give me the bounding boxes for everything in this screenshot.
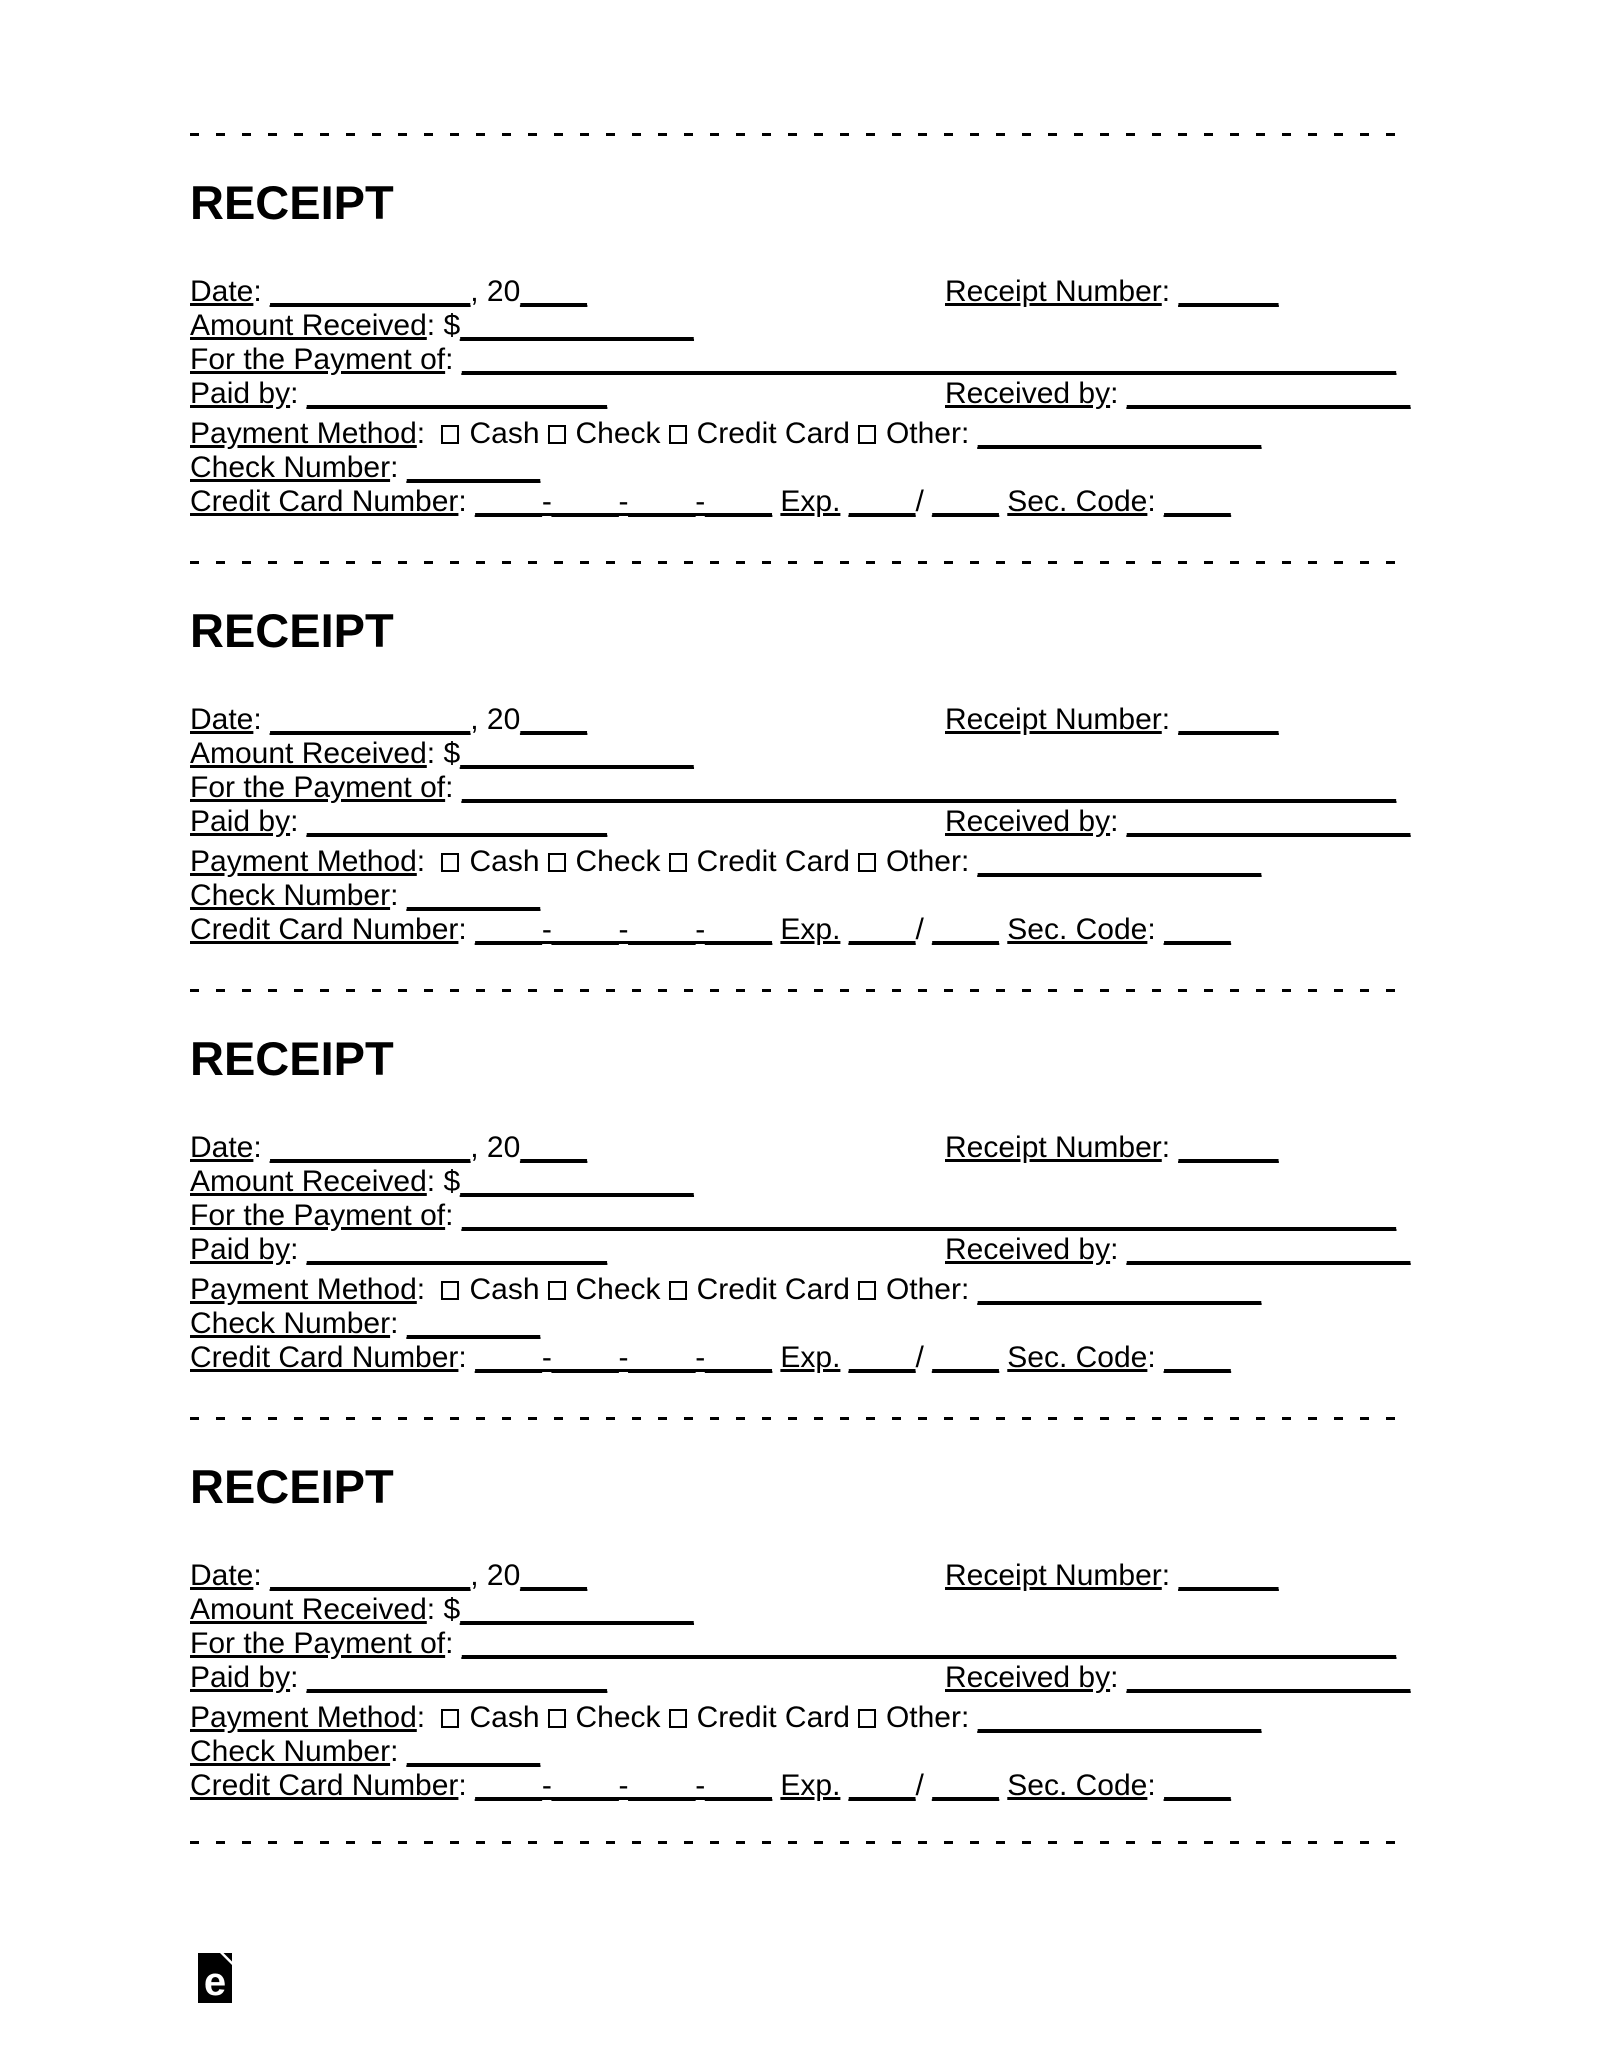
sec-code-label: Sec. Code (1007, 913, 1148, 946)
colon: : (426, 1593, 444, 1626)
credit-card-number-label: Credit Card Number (190, 1341, 459, 1374)
colon: : (1161, 1131, 1179, 1164)
credit-card-option-label: Credit Card (696, 845, 850, 878)
receipt-fields (190, 1131, 1430, 1375)
receipt-number-blank-line: ______ (1178, 1559, 1279, 1592)
received-by-label: Received by (945, 1661, 1111, 1694)
receipt-fields (190, 275, 1430, 519)
credit-card-checkbox-icon (669, 1281, 687, 1300)
credit-card-checkbox-icon (669, 853, 687, 872)
check-number-blank-line: ________ (406, 451, 541, 484)
colon: : (1161, 1559, 1179, 1592)
date-year-prefix: , 20 (470, 1559, 521, 1592)
received-by-blank-line: _________________ (1126, 1661, 1411, 1694)
colon: : (445, 771, 462, 804)
credit-card-option-label: Credit Card (696, 1273, 850, 1306)
colon: : (458, 1341, 476, 1374)
payment-of-label: For the Payment of (190, 1199, 446, 1232)
colon: : (1110, 805, 1127, 838)
space (840, 1769, 848, 1802)
date-year-prefix: , 20 (470, 1131, 521, 1164)
credit-card-blank-line: ____-____-____-____ (475, 1769, 773, 1802)
date-row (190, 703, 1430, 737)
colon: : (390, 1307, 407, 1340)
exp-slash: / (915, 1769, 924, 1802)
amount-received-label: Amount Received (190, 309, 427, 342)
payment-of-blank-line: ________________________________________________________ (461, 343, 1397, 376)
other-blank-line: _________________ (977, 417, 1262, 450)
exp-year-blank-line: ____ (932, 1769, 999, 1802)
colon: : (290, 1233, 307, 1266)
payment-method-label: Payment Method (190, 1701, 417, 1734)
payment-method-label: Payment Method (190, 845, 417, 878)
check-number-row (190, 451, 1430, 485)
colon: : (390, 451, 407, 484)
sec-code-blank-line: ____ (1164, 913, 1231, 946)
other-checkbox-icon (858, 1709, 876, 1728)
paid-by-row (190, 1661, 1430, 1695)
cash-option-label: Cash (469, 845, 540, 878)
paid-by-row (190, 1233, 1430, 1267)
receipt-section (190, 1459, 1430, 1803)
receipt-number-label: Receipt Number (945, 275, 1162, 308)
colon: : (253, 1131, 271, 1164)
date-row (190, 1131, 1430, 1165)
amount-received-label: Amount Received (190, 1593, 427, 1626)
cash-checkbox-icon (441, 853, 459, 872)
space (924, 1769, 932, 1802)
dashed-divider (190, 133, 1395, 136)
date-year-prefix: , 20 (470, 275, 521, 308)
date-label: Date (190, 703, 254, 736)
check-number-label: Check Number (190, 879, 391, 912)
check-number-label: Check Number (190, 1735, 391, 1768)
date-row (190, 1559, 1430, 1593)
credit-card-number-label: Credit Card Number (190, 913, 459, 946)
check-number-row (190, 1735, 1430, 1769)
payment-method-row (190, 1701, 1430, 1735)
colon: : (1147, 1769, 1165, 1802)
amount-received-row (190, 1165, 1430, 1199)
date-year-blank-line: ____ (520, 1131, 588, 1164)
exp-month-blank-line: ____ (848, 485, 916, 518)
credit-card-number-label: Credit Card Number (190, 485, 459, 518)
exp-label: Exp. (780, 1341, 841, 1374)
colon: : (390, 879, 407, 912)
cash-option-label: Cash (469, 417, 540, 450)
payment-method-row (190, 845, 1430, 879)
space (924, 913, 932, 946)
date-blank-line: ____________ (270, 703, 471, 736)
receipt-number-label: Receipt Number (945, 1131, 1162, 1164)
check-number-blank-line: ________ (406, 1735, 541, 1768)
colon: : (426, 309, 444, 342)
exp-year-blank-line: ____ (932, 485, 999, 518)
receipt-section (190, 175, 1430, 519)
credit-card-blank-line: ____-____-____-____ (475, 1341, 773, 1374)
date-year-blank-line: ____ (520, 1559, 588, 1592)
sec-code-label: Sec. Code (1007, 485, 1148, 518)
payment-of-row (190, 1199, 1430, 1233)
received-by-blank-line: _________________ (1126, 805, 1411, 838)
receipt-title: RECEIPT (190, 604, 394, 657)
cash-checkbox-icon (441, 1281, 459, 1300)
amount-blank-line: ______________ (460, 737, 694, 770)
receipt-section (190, 603, 1430, 947)
colon: : (253, 275, 271, 308)
colon: : (416, 1701, 434, 1734)
paid-by-blank-line: __________________ (306, 1233, 608, 1266)
payment-of-label: For the Payment of (190, 771, 446, 804)
payment-of-blank-line: ________________________________________________________ (461, 1627, 1397, 1660)
colon: : (960, 1701, 978, 1734)
space (840, 485, 848, 518)
payment-of-blank-line: ________________________________________________________ (461, 1199, 1397, 1232)
receipt-title: RECEIPT (190, 1460, 394, 1513)
receipt-number-label: Receipt Number (945, 1559, 1162, 1592)
dashed-divider (190, 1417, 1395, 1420)
payment-of-label: For the Payment of (190, 343, 446, 376)
other-blank-line: _________________ (977, 1701, 1262, 1734)
exp-slash: / (915, 485, 924, 518)
colon: : (1110, 1233, 1127, 1266)
exp-label: Exp. (780, 1769, 841, 1802)
date-blank-line: ____________ (270, 1131, 471, 1164)
receipt-number-blank-line: ______ (1178, 703, 1279, 736)
sec-code-label: Sec. Code (1007, 1341, 1148, 1374)
payment-method-row (190, 417, 1430, 451)
colon: : (1147, 1341, 1165, 1374)
colon: : (253, 703, 271, 736)
space (924, 1341, 932, 1374)
credit-card-row (190, 485, 1430, 519)
colon: : (416, 1273, 434, 1306)
cash-checkbox-icon (441, 1709, 459, 1728)
exp-slash: / (915, 1341, 924, 1374)
other-option-label: Other (885, 1701, 961, 1734)
dashed-divider (190, 561, 1395, 564)
paid-by-blank-line: __________________ (306, 377, 608, 410)
other-option-label: Other (885, 1273, 961, 1306)
paid-by-label: Paid by (190, 1233, 291, 1266)
receipt-number-label: Receipt Number (945, 703, 1162, 736)
receipt-section (190, 1031, 1430, 1375)
exp-year-blank-line: ____ (932, 913, 999, 946)
paid-by-row (190, 805, 1430, 839)
payment-method-label: Payment Method (190, 1273, 417, 1306)
colon: : (290, 805, 307, 838)
colon: : (1147, 913, 1165, 946)
check-option-label: Check (575, 417, 661, 450)
paid-by-blank-line: __________________ (306, 805, 608, 838)
amount-received-row (190, 737, 1430, 771)
cash-checkbox-icon (441, 425, 459, 444)
check-option-label: Check (575, 1273, 661, 1306)
payment-of-row (190, 771, 1430, 805)
colon: : (445, 343, 462, 376)
other-checkbox-icon (858, 853, 876, 872)
cash-option-label: Cash (469, 1273, 540, 1306)
amount-blank-line: ______________ (460, 1165, 694, 1198)
dollar-sign: $ (443, 737, 461, 770)
credit-card-checkbox-icon (669, 425, 687, 444)
check-number-row (190, 1307, 1430, 1341)
received-by-label: Received by (945, 1233, 1111, 1266)
eforms-logo-icon (198, 1953, 234, 2011)
received-by-blank-line: _________________ (1126, 377, 1411, 410)
colon: : (416, 417, 434, 450)
credit-card-row (190, 1341, 1430, 1375)
sec-code-blank-line: ____ (1164, 1341, 1231, 1374)
receipt-title: RECEIPT (190, 1032, 394, 1085)
date-label: Date (190, 275, 254, 308)
space (924, 485, 932, 518)
colon: : (290, 377, 307, 410)
amount-received-row (190, 1593, 1430, 1627)
date-blank-line: ____________ (270, 1559, 471, 1592)
exp-month-blank-line: ____ (848, 1769, 916, 1802)
colon: : (960, 1273, 978, 1306)
credit-card-number-label: Credit Card Number (190, 1769, 459, 1802)
check-number-row (190, 879, 1430, 913)
colon: : (290, 1661, 307, 1694)
amount-received-label: Amount Received (190, 737, 427, 770)
dashed-divider (190, 1841, 1395, 1844)
logo-letter: e (203, 1960, 227, 2003)
receipt-fields (190, 703, 1430, 947)
colon: : (1161, 275, 1179, 308)
check-number-blank-line: ________ (406, 879, 541, 912)
receipt-fields (190, 1559, 1430, 1803)
colon: : (426, 737, 444, 770)
date-year-prefix: , 20 (470, 703, 521, 736)
other-checkbox-icon (858, 1281, 876, 1300)
check-checkbox-icon (548, 425, 566, 444)
amount-blank-line: ______________ (460, 309, 694, 342)
colon: : (458, 1769, 476, 1802)
check-option-label: Check (575, 1701, 661, 1734)
date-label: Date (190, 1559, 254, 1592)
received-by-label: Received by (945, 377, 1111, 410)
payment-of-blank-line: ________________________________________________________ (461, 771, 1397, 804)
cash-option-label: Cash (469, 1701, 540, 1734)
exp-month-blank-line: ____ (848, 1341, 916, 1374)
payment-method-label: Payment Method (190, 417, 417, 450)
paid-by-label: Paid by (190, 1661, 291, 1694)
payment-of-row (190, 1627, 1430, 1661)
credit-card-row (190, 913, 1430, 947)
space (840, 1341, 848, 1374)
other-blank-line: _________________ (977, 845, 1262, 878)
receipt-number-blank-line: ______ (1178, 1131, 1279, 1164)
sec-code-label: Sec. Code (1007, 1769, 1148, 1802)
received-by-label: Received by (945, 805, 1111, 838)
payment-of-row (190, 343, 1430, 377)
check-option-label: Check (575, 845, 661, 878)
dashed-divider (190, 989, 1395, 992)
credit-card-blank-line: ____-____-____-____ (475, 913, 773, 946)
date-blank-line: ____________ (270, 275, 471, 308)
credit-card-checkbox-icon (669, 1709, 687, 1728)
colon: : (253, 1559, 271, 1592)
check-number-label: Check Number (190, 1307, 391, 1340)
date-row (190, 275, 1430, 309)
dollar-sign: $ (443, 309, 461, 342)
amount-blank-line: ______________ (460, 1593, 694, 1626)
paid-by-label: Paid by (190, 377, 291, 410)
payment-of-label: For the Payment of (190, 1627, 446, 1660)
credit-card-option-label: Credit Card (696, 417, 850, 450)
space (840, 913, 848, 946)
paid-by-blank-line: __________________ (306, 1661, 608, 1694)
colon: : (1110, 1661, 1127, 1694)
amount-received-label: Amount Received (190, 1165, 427, 1198)
colon: : (390, 1735, 407, 1768)
colon: : (445, 1199, 462, 1232)
receipt-number-blank-line: ______ (1178, 275, 1279, 308)
paid-by-label: Paid by (190, 805, 291, 838)
sec-code-blank-line: ____ (1164, 485, 1231, 518)
credit-card-option-label: Credit Card (696, 1701, 850, 1734)
other-option-label: Other (885, 845, 961, 878)
date-year-blank-line: ____ (520, 275, 588, 308)
credit-card-blank-line: ____-____-____-____ (475, 485, 773, 518)
dollar-sign: $ (443, 1165, 461, 1198)
exp-label: Exp. (780, 485, 841, 518)
colon: : (1110, 377, 1127, 410)
colon: : (426, 1165, 444, 1198)
colon: : (1161, 703, 1179, 736)
exp-year-blank-line: ____ (932, 1341, 999, 1374)
payment-method-row (190, 1273, 1430, 1307)
dollar-sign: $ (443, 1593, 461, 1626)
check-checkbox-icon (548, 853, 566, 872)
colon: : (458, 913, 476, 946)
paid-by-row (190, 377, 1430, 411)
colon: : (1147, 485, 1165, 518)
check-number-label: Check Number (190, 451, 391, 484)
colon: : (458, 485, 476, 518)
colon: : (445, 1627, 462, 1660)
colon: : (960, 417, 978, 450)
amount-received-row (190, 309, 1430, 343)
credit-card-row (190, 1769, 1430, 1803)
other-option-label: Other (885, 417, 961, 450)
exp-slash: / (915, 913, 924, 946)
check-number-blank-line: ________ (406, 1307, 541, 1340)
colon: : (960, 845, 978, 878)
receipt-title: RECEIPT (190, 176, 394, 229)
colon: : (416, 845, 434, 878)
received-by-blank-line: _________________ (1126, 1233, 1411, 1266)
date-year-blank-line: ____ (520, 703, 588, 736)
check-checkbox-icon (548, 1709, 566, 1728)
date-label: Date (190, 1131, 254, 1164)
exp-month-blank-line: ____ (848, 913, 916, 946)
other-blank-line: _________________ (977, 1273, 1262, 1306)
check-checkbox-icon (548, 1281, 566, 1300)
exp-label: Exp. (780, 913, 841, 946)
sec-code-blank-line: ____ (1164, 1769, 1231, 1802)
other-checkbox-icon (858, 425, 876, 444)
